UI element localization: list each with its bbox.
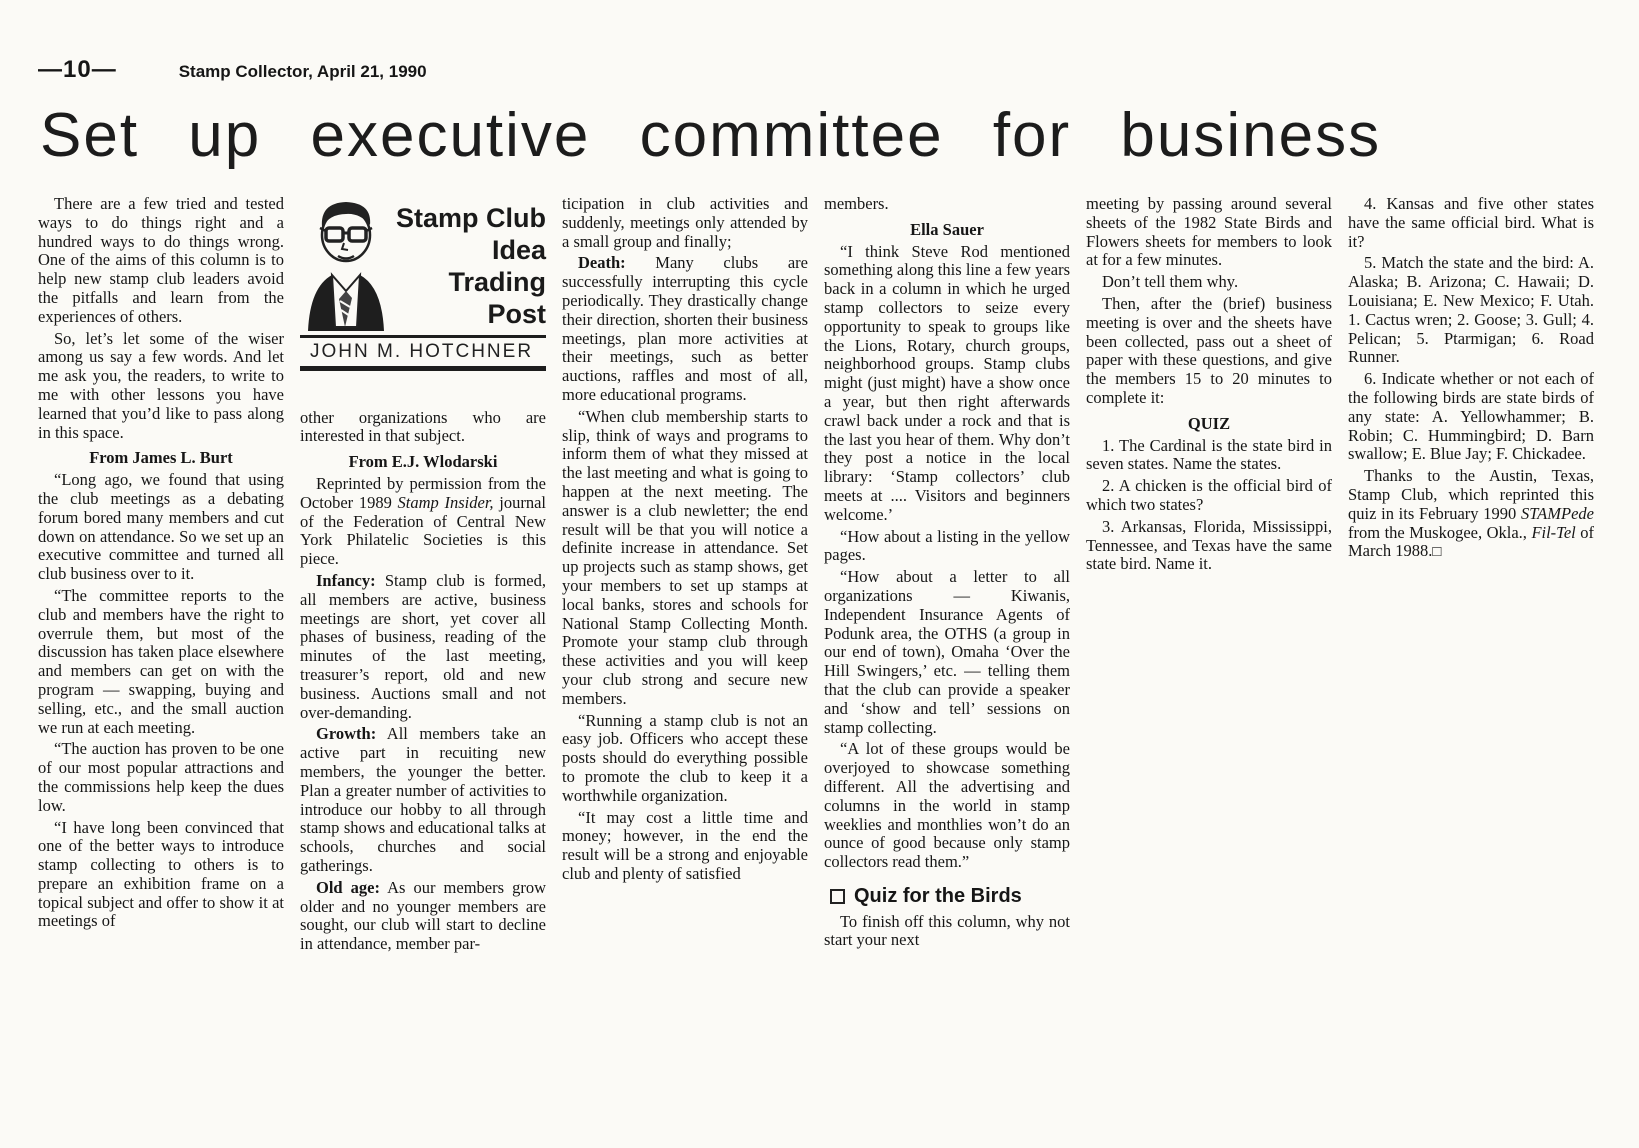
author-byline: JOHN M. HOTCHNER — [310, 341, 534, 362]
column-3 — [562, 195, 808, 957]
article-paragraph: “A lot of these groups would be overjoyed to showcase something different. All the advertising and columns in the world in stamp weeklies and monthlies won’t do an ounce of good because only stamp collectors read them.” — [824, 739, 1070, 872]
article-columns — [38, 195, 1603, 957]
journal-name: Stamp Insider, — [397, 492, 494, 512]
article-paragraph — [300, 572, 546, 722]
logo-title — [392, 195, 546, 330]
article-paragraph: Don’t tell them why. — [1102, 272, 1239, 292]
article-paragraph — [1348, 467, 1594, 561]
publication-dateline: Stamp Collector, April 21, 1990 — [178, 62, 427, 81]
section-subhead: Ella Sauer — [910, 219, 984, 239]
paragraph-lead: Old age: — [316, 877, 380, 897]
paragraph-text: of March 1988. — [1348, 522, 1594, 561]
article-paragraph: “Long ago, we found that using the club meetings as a debating forum bored many members and cut down on attendance. So we set up an executive committee and turned all club business over to it. — [38, 470, 284, 584]
quiz-heading: QUIZ — [1187, 413, 1231, 433]
article-paragraph: ticipation in club activities and suddenly, meetings only attended by a small group and finally; — [562, 194, 808, 251]
column-2 — [300, 195, 546, 957]
quiz-question: 5. Match the state and the bird: A. Alaska; B. Arizona; C. Hawaii; D. Louisiana; E. New Mexico; F. Utah. 1. Cactus wren; 2. Goose; 3. Gull; 4. Pelican; 5. Ptarmigan; 6. Road Runner. — [1348, 253, 1594, 367]
paragraph-lead: Death: — [578, 253, 626, 273]
author-portrait-icon — [300, 195, 392, 333]
quiz-for-birds-heading — [830, 885, 1070, 908]
paragraph-text: journal of the Federation of Central New York Philatelic Societies is this piece. — [300, 492, 546, 569]
logo-title-line: Stamp Club — [395, 203, 546, 233]
quiz-question: 2. A chicken is the official bird of which two states? — [1086, 476, 1332, 514]
logo-title-line: Idea — [491, 234, 546, 265]
article-paragraph: To finish off this column, why not start your next — [824, 911, 1070, 950]
article-paragraph: “I have long been convinced that one of the better ways to introduce stamp collecting to others is to prepare an exhibition frame on a topical subject and offer to show it at meetings of — [38, 817, 284, 931]
paragraph-text: Many clubs are successfully interrupting this cycle periodically. They drastically change their direction, shorten their business meetings, plan more activities at their meetings, such as better auctions, raffles and most of all, more educational programs. — [562, 253, 808, 404]
paragraph-text: All members take an active part in recuiting new members, the younger the better. Plan a greater number of activities to introduce our hobby to all through stamp shows and educational talks at schools, churches and social gatherings. — [300, 724, 546, 875]
article-paragraph: “How about a listing in the yellow pages. — [824, 526, 1070, 565]
logo-title-line: Post — [487, 298, 546, 329]
article-paragraph: “Running a stamp club is not an easy job. Officers who accept these posts should do everything possible to promote the club to keep it a worthwhile organization. — [562, 710, 808, 805]
article-paragraph: meeting by passing around several sheets of the 1982 State Birds and Flowers sheets for members to look at for a few minutes. — [1086, 194, 1332, 270]
article-paragraph: “I think Steve Rod mentioned something along this line a few years back in a column in which he urged stamp collectors to seize every opportunity to speak to groups like the Lions, Rotary, church groups, neighborhood groups. Stamp clubs might (just might) have a show once a year, but then right afterwards crawl back under a rock and that is the last you hear of them. Why don’t they post a notice in the local library: ‘Stamp collectors’ club meets at .... Visitors and beginners welcome.’ — [824, 241, 1070, 524]
article-paragraph — [562, 254, 808, 404]
paragraph-text: As our members grow older and no younger members are sought, our club will start to decline in attendance, member par- — [300, 877, 546, 954]
paragraph-text: from the Muskogee, Okla., — [1348, 522, 1532, 542]
column-1 — [38, 195, 284, 957]
article-paragraph: “How about a letter to all organizations — Kiwanis, Independent Insurance Agents of Podunk area, the OTHS (a group in our end of town), Omaha ‘Over the Hill Swingers,’ etc. — telling them that the club can provide a speaker and ‘show and tell’ sessions on stamp collecting. — [824, 567, 1070, 737]
quiz-question: 4. Kansas and five other states have the same official bird. What is it? — [1348, 194, 1594, 251]
article-paragraph: So, let’s let some of the wiser among us say a few words. And let me ask you, the readers, to write to me with other lessons you have learned that you’d like to pass along in this space. — [38, 328, 284, 442]
quiz-question: 1. The Cardinal is the state bird in seven states. Name the states. — [1086, 435, 1332, 474]
section-subhead: From James L. Burt — [89, 448, 233, 468]
quiz-question: 3. Arkansas, Florida, Mississippi, Tennessee, and Texas have the same state bird. Name it. — [1086, 516, 1332, 574]
publication-name: STAMPede — [1520, 503, 1594, 523]
paragraph-lead: Growth: — [316, 724, 377, 744]
paragraph-lead: Infancy: — [316, 571, 376, 591]
article-paragraph: There are a few tried and tested ways to do things right and a hundred ways to do things wrong. One of the aims of this column is to help new stamp club leaders avoid the pitfalls and learn from the experiences of others. — [38, 194, 284, 326]
article-paragraph — [300, 879, 546, 954]
paragraph-text: Thanks to the Austin, Texas, Stamp Club, which reprinted this quiz in its February 1990 — [1348, 466, 1594, 523]
checkbox-icon — [830, 889, 845, 904]
article-paragraph: “It may cost a little time and money; however, in the end the result will be a strong and enjoyable club and plenty of satisfied — [562, 807, 808, 883]
article-paragraph: “The auction has proven to be one of our most popular attractions and the commissions help keep the dues low. — [38, 739, 284, 815]
end-of-article-mark: □ — [1432, 544, 1442, 561]
divider — [300, 366, 546, 371]
publication-name: Fil-Tel — [1531, 522, 1576, 542]
article-headline: Set up executive committee for business — [40, 101, 1382, 170]
column-logo — [300, 195, 546, 371]
paragraph-text: Stamp club is formed, all members are active, business meetings are short, yet cover all phases of business, reading of the minutes of the last meeting, treasurer’s report, old and new business. Auctions small and not over-demanding. — [300, 571, 546, 722]
column-6 — [1348, 195, 1594, 957]
masthead — [38, 56, 1603, 84]
paragraph-text: Reprinted by permission from the October 1989 — [300, 474, 546, 512]
article-paragraph — [300, 725, 546, 875]
article-paragraph: “When club membership starts to slip, think of ways and programs to inform them of what they missed at the last meeting and what is going to happen at the next meeting. The answer is a club newletter; the end result will be that you will notice a definite increase in attendance. Set up projects such as stamp shows, get your members to set up stamps at local banks, stores and schools for National Stamp Collecting Month. Promote your stamp club through these activities and you will keep your club strong and secure new members. — [562, 406, 808, 708]
article-paragraph: “The committee reports to the club and members have the right to overrule them, but most of the discussion has taken place elsewhere and members can get on with the program — swapping, buying and selling, etc., and the small auction we run at each meeting. — [38, 585, 284, 737]
column-5 — [1086, 195, 1332, 957]
article-paragraph — [300, 475, 546, 569]
quiz-question: 6. Indicate whether or not each of the following birds are state birds of any state: A. Yellowhammer; B. Robin; C. Hummingbird; D. Barn swallow; E. Blue Jay; F. Chickadee. — [1348, 369, 1594, 464]
article-paragraph: members. — [824, 194, 889, 213]
page-number: —10— — [38, 56, 117, 83]
article-paragraph: Then, after the (brief) business meeting is over and the sheets have been collected, pass out a sheet of paper with these questions, and give the members 15 to 20 minutes to complete it: — [1086, 293, 1332, 407]
section-subhead: From E.J. Wlodarski — [348, 452, 498, 472]
quiz-for-birds-title: Quiz for the Birds — [854, 884, 1022, 907]
logo-title-line: Trading — [448, 266, 546, 297]
column-4 — [824, 195, 1070, 957]
article-paragraph: other organizations who are interested in that subject. — [300, 407, 546, 446]
